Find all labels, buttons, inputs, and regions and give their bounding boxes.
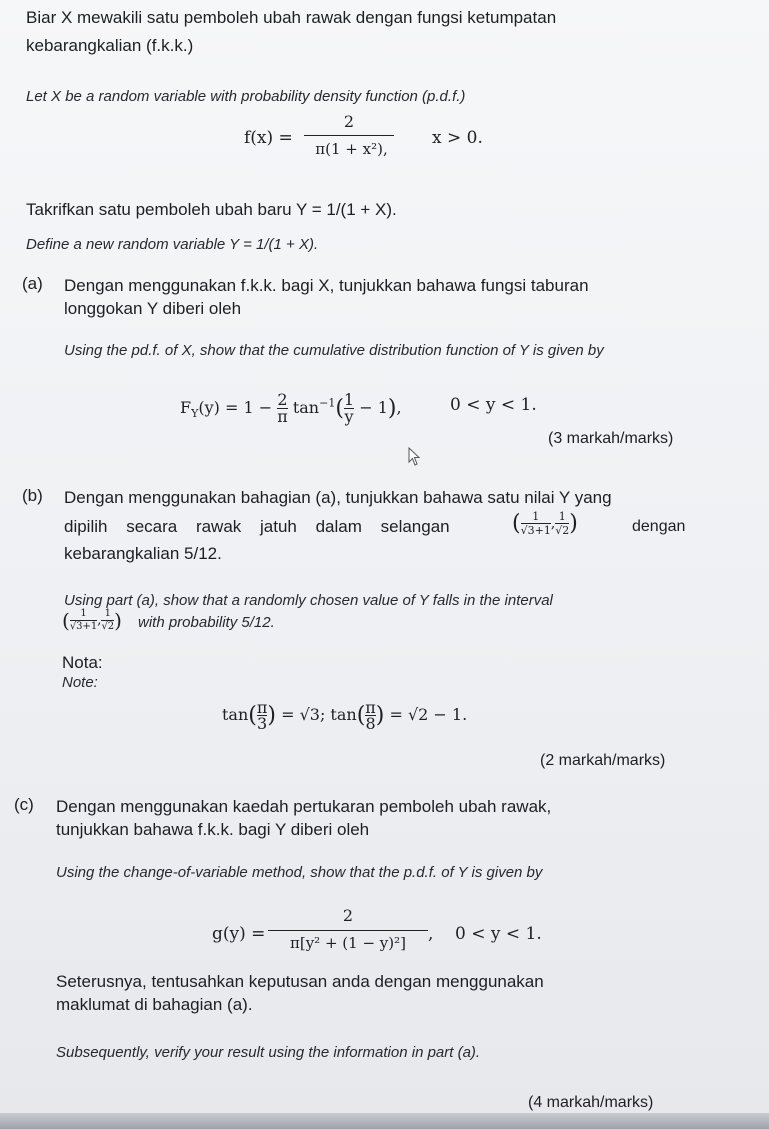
part-a-domain: 0 < y < 1. [450,395,537,415]
part-a-marks: (3 markah/marks) [548,430,674,447]
part-c-en: Using the change-of-variable method, show that the p.d.f. of Y is given by [56,864,543,881]
part-b-label: (b) [22,486,43,505]
part-c-formula-den: π[y² + (1 − y)²] [290,934,406,952]
intro-ms-line1: Biar X mewakili satu pemboleh ubah rawak dengan fungsi ketumpatan [26,8,557,27]
intro-ms-line2: kebarangkalian (f.k.k.) [26,36,194,55]
screen-bottom-edge [0,1113,769,1129]
part-c-en-line2: Subsequently, verify your result using the information in part (a). [56,1044,481,1061]
pdf-fraction-bar [304,135,394,136]
part-c-domain: 0 < y < 1. [455,924,542,944]
part-c-fraction-bar [268,930,428,931]
part-b-ms-line3: kebarangkalian 5/12. [64,544,222,563]
pdf-lhs: f(x) = [244,128,293,148]
part-b-ms-line1: Dengan menggunakan bahagian (a), tunjukkan bahawa satu nilai Y yang [64,488,612,507]
part-b-interval-en: ( $\frac{1}{√3+1}$ , $\frac{1}{√2}$ ) [62,608,122,633]
part-a-en: Using the pd.f. of X, show that the cumulative distribution function of Y is given by [64,342,604,359]
part-c-comma: , [428,924,434,944]
part-b-note-formula: tan( $\frac{\pi}{3}$ ) = √3; tan( $\frac{\pi}{8}$ ) = √2 − 1. [222,698,468,733]
part-a-ms-line1: Dengan menggunakan f.k.k. bagi X, tunjukkan bahawa fungsi taburan [64,276,589,295]
part-a-label: (a) [22,274,43,293]
part-c-ms-line4: maklumat di bahagian (a). [56,995,253,1014]
part-a-formula: $F_Y(y) = 1$ − $\frac{2}{\pi}$ $\tan^{-1}$( $\frac{1}{y}$ − 1), [180,390,402,426]
part-c-label: (c) [14,795,34,814]
pdf-numerator: 2 [343,112,355,131]
mouse-cursor-icon [408,447,422,467]
part-c-ms-line3: Seterusnya, tentusahkan keputusan anda dengan menggunakan [56,972,544,991]
part-b-note: Note: [62,674,98,691]
part-b-en-line1: Using part (a), show that a randomly chosen value of Y falls in the interval [64,592,553,609]
part-c-formula-num: 2 [342,906,354,925]
intro-en-define: Define a new random variable Y = 1/(1 + X). [26,236,319,253]
part-c-ms-line1: Dengan menggunakan kaedah pertukaran pemboleh ubah rawak, [56,797,552,816]
part-a-ms-line2: longgokan Y diberi oleh [64,299,242,318]
part-b-ms-line2b: dengan [632,518,686,535]
part-c-formula-lhs: g(y) = [212,924,266,944]
part-c-ms-line2: tunjukkan bahawa f.k.k. bagi Y diberi oleh [56,820,370,839]
pdf-denominator: π(1 + x²), [315,140,388,158]
part-b-marks: (2 markah/marks) [540,752,666,769]
pdf-domain: x > 0. [432,128,483,148]
part-c-marks: (4 markah/marks) [528,1094,654,1111]
part-b-en-line2: with probability 5/12. [138,614,275,631]
part-b-nota: Nota: [62,653,103,672]
part-b-interval-ms: ( $\frac{1}{√3+1}$ , $\frac{1}{√2}$ ) [512,510,578,537]
intro-en: Let X be a random variable with probability density function (p.d.f.) [26,88,466,105]
part-b-ms-line2a: dipilih secara rawak jatuh dalam selangan [64,517,450,536]
intro-ms-define: Takrifkan satu pemboleh ubah baru Y = 1/(1 + X). [26,200,397,219]
